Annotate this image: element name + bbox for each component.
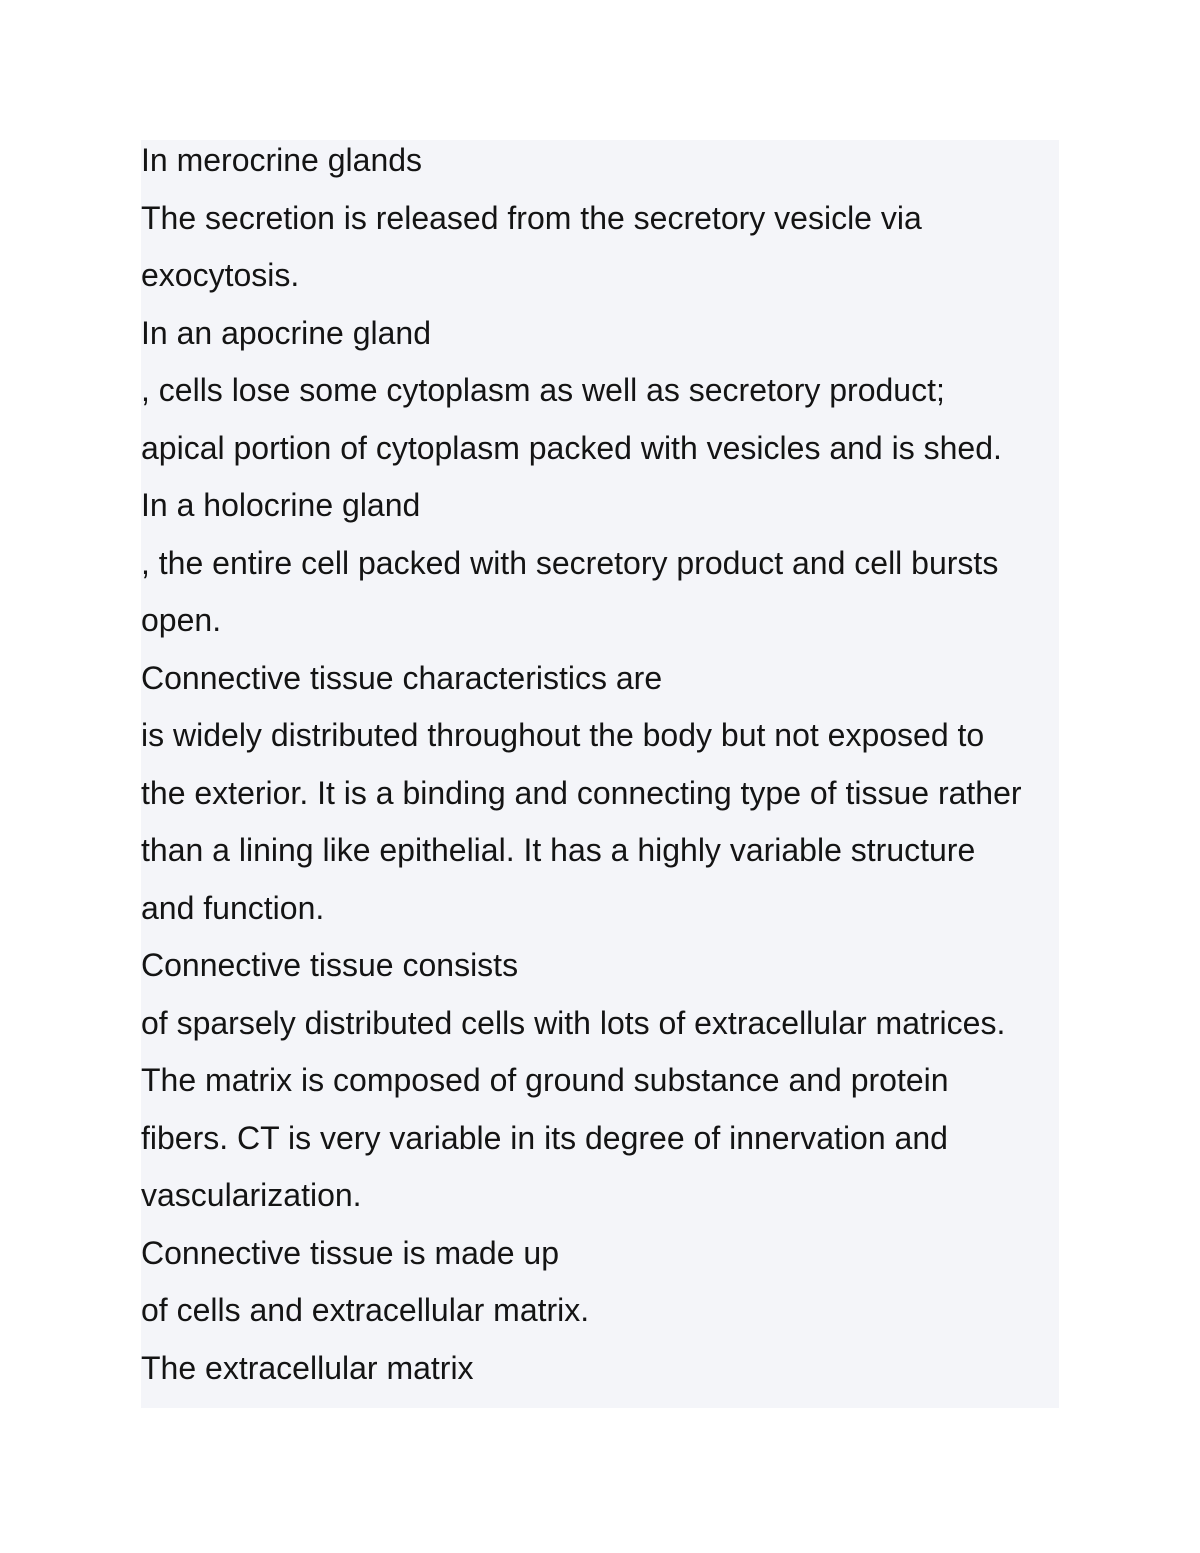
text-line: , cells lose some cytoplasm as well as secretory product; [141, 372, 945, 408]
document-text-block [141, 140, 1059, 1408]
text-line: than a lining like epithelial. It has a highly variable structure [141, 832, 976, 868]
text-line: fibers. CT is very variable in its degree of innervation and [141, 1119, 948, 1156]
text-line: open. [141, 602, 222, 638]
text-line: exocytosis. [141, 257, 300, 293]
text-line: of cells and extracellular matrix. [141, 1292, 590, 1328]
text-line: and function. [141, 889, 325, 926]
text-line: Connective tissue is made up [141, 1234, 559, 1271]
text-line: In merocrine glands [141, 142, 423, 178]
text-line: of sparsely distributed cells with lots of extracellular matrices. [141, 1004, 1006, 1041]
text-line: apical portion of cytoplasm packed with vesicles and is shed. [141, 429, 1002, 466]
text-line: is widely distributed throughout the body but not exposed to [141, 717, 985, 753]
text-line: vascularization. [141, 1177, 362, 1213]
text-line: Connective tissue characteristics are [141, 659, 663, 696]
text-line: , the entire cell packed with secretory product and cell bursts [141, 544, 999, 581]
text-line: The matrix is composed of ground substance and protein [141, 1062, 949, 1098]
text-line: Connective tissue consists [141, 947, 519, 983]
text-line: The secretion is released from the secretory vesicle via [141, 199, 922, 236]
text-line: In an apocrine gland [141, 314, 431, 351]
document-lines [141, 132, 1022, 1397]
text-line: the exterior. It is a binding and connecting type of tissue rather [141, 774, 1022, 811]
text-line: In a holocrine gland [141, 487, 421, 523]
text-line: The extracellular matrix [141, 1349, 474, 1386]
